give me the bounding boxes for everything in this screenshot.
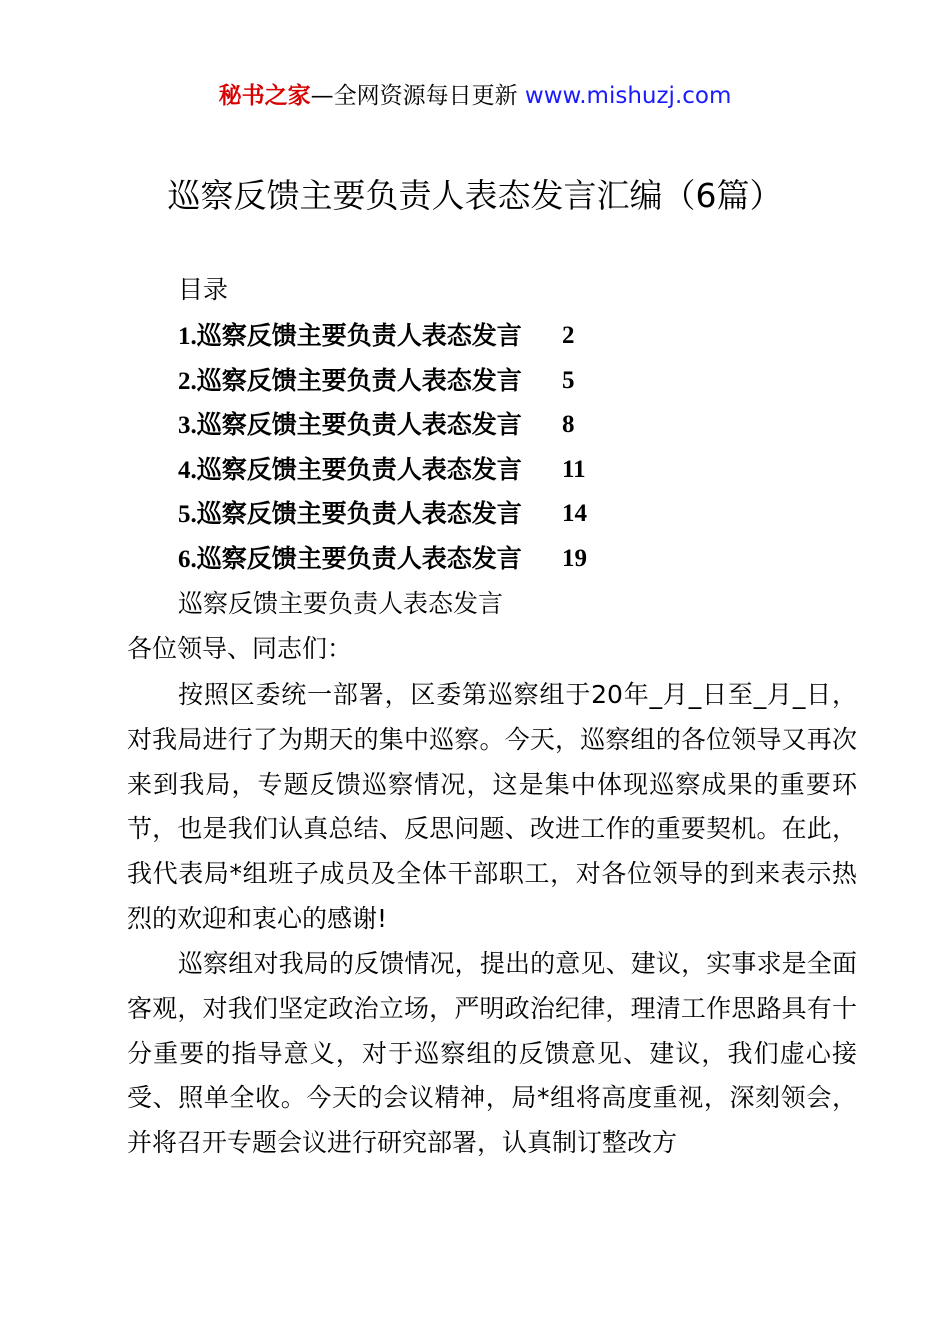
- body-paragraph: 按照区委统一部署，区委第巡察组于20年_月_日至_月_日，对我局进行了为期天的集中巡察。今天，巡察组的各位领导又再次来到我局，专题反馈巡察情况，这是集中体现巡察成果的重要环节，也是我们认真总结、反思问题、改进工作的重要契机。在此，我代表局*组班子成员及全体干部职工，对各位领导的到来表示热烈的欢迎和衷心的感谢!: [127, 680, 857, 933]
- toc-page-number: 5: [562, 366, 575, 394]
- toc-item[interactable]: [178, 318, 587, 363]
- toc-page-number: 14: [562, 500, 587, 528]
- toc-number: 1.: [178, 323, 197, 350]
- toc-label: 巡察反馈主要负责人表态发言: [196, 321, 522, 350]
- header-tagline: —全网资源每日更新: [310, 83, 525, 109]
- toc-entry: [178, 452, 562, 497]
- brand-name: 秘书之家: [218, 83, 311, 109]
- body-paragraph: 巡察组对我局的反馈情况，提出的意见、建议，实事求是全面客观，对我们坚定政治立场，严明政治纪律，理清工作思路具有十分重要的指导意义，对于巡察组的反馈意见、建议，我们虚心接受、照单全收。今天的会议精神，局*组将高度重视，深刻领会，并将召开专题会议进行研究部署，认真制订整改方: [127, 949, 857, 1158]
- toc-entry: [178, 363, 562, 408]
- toc-item[interactable]: [178, 363, 587, 408]
- toc-label: 巡察反馈主要负责人表态发言: [196, 365, 522, 395]
- site-url-link[interactable]: www.mishuzj.com: [524, 83, 732, 109]
- toc-label: 巡察反馈主要负责人表态发言: [196, 543, 522, 573]
- toc-page-number: 8: [562, 411, 575, 439]
- toc-number: 4.: [178, 456, 197, 484]
- site-header: [0, 80, 950, 112]
- salutation: 各位领导、同志们：: [127, 634, 353, 663]
- toc-item[interactable]: [178, 496, 587, 541]
- toc-heading: 目录: [178, 275, 229, 304]
- toc-number: 6.: [178, 545, 197, 573]
- toc-label: 巡察反馈主要负责人表态发言: [196, 499, 522, 529]
- toc-number: 5.: [178, 501, 197, 529]
- toc-page-number: 11: [562, 455, 586, 483]
- toc-item[interactable]: [178, 541, 587, 586]
- toc-number: 2.: [178, 367, 197, 395]
- toc-entry: [178, 407, 562, 452]
- toc-entry: [178, 496, 562, 541]
- toc-item[interactable]: [178, 407, 587, 452]
- section-title: 巡察反馈主要负责人表态发言: [178, 589, 504, 618]
- table-of-contents: [178, 318, 587, 586]
- toc-entry: [178, 318, 562, 363]
- toc-item[interactable]: [178, 452, 587, 497]
- toc-entry: [178, 541, 562, 586]
- toc-page-number: 19: [562, 544, 587, 572]
- toc-label: 巡察反馈主要负责人表态发言: [196, 454, 522, 484]
- document-title: 巡察反馈主要负责人表态发言汇编（6篇）: [167, 176, 783, 215]
- toc-number: 3.: [178, 412, 197, 440]
- toc-page-number: 2: [562, 322, 575, 349]
- toc-label: 巡察反馈主要负责人表态发言: [196, 410, 522, 440]
